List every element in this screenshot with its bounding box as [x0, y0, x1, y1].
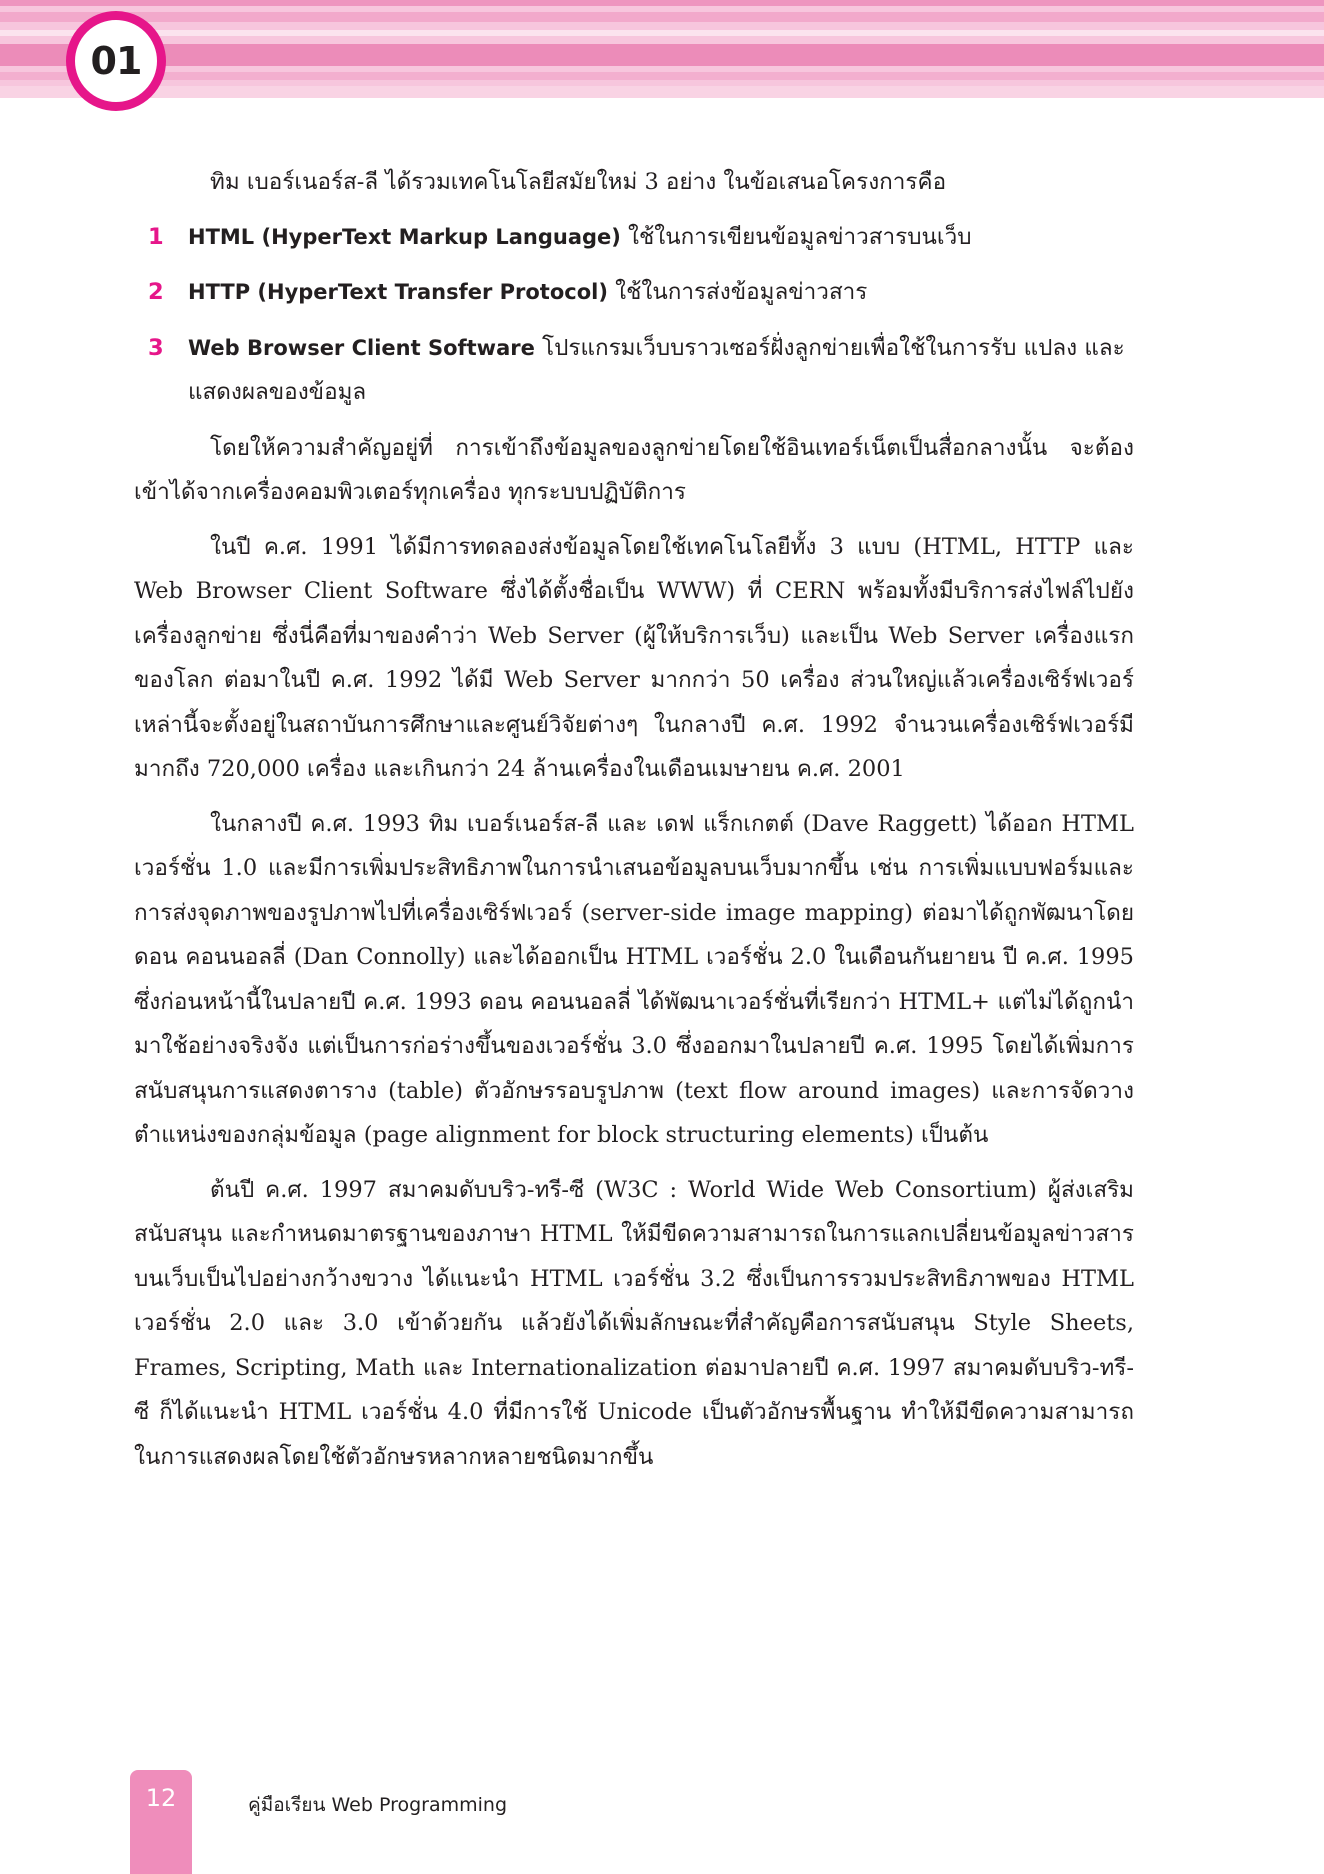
body-paragraph: ในปี ค.ศ. 1991 ได้มีการทดลองส่งข้อมูลโดยใช้เทคโนโลยีทั้ง 3 แบบ (HTML, HTTP และ Web Browser Client Software ซึ่งได้ตั้งชื่อเป็น WWW) ที่ CERN พร้อมทั้งมีบริการส่งไฟล์ไปยังเครื่องลูกข่าย ซึ่งนี่คือที่มาของคำว่า Web Server (ผู้ให้บริการเว็บ) และเป็น Web Server เครื่องแรกของโลก ต่อมาในปี ค.ศ. 1992 ได้มี Web Server มากกว่า 50 เครื่อง ส่วนใหญ่แล้วเครื่องเซิร์ฟเวอร์เหล่านี้จะตั้งอยู่ในสถาบันการศึกษาและศูนย์วิจัยต่างๆ ในกลางปี ค.ศ. 1992 จำนวนเครื่องเซิร์ฟเวอร์มีมากถึง 720,000 เครื่อง และเกินกว่า 24 ล้านเครื่องในเดือนเมษายน ค.ศ. 2001: [134, 533, 1134, 782]
header-stripe: [0, 44, 1324, 66]
chapter-number: 01: [90, 39, 142, 83]
page-number: 12: [145, 1784, 177, 1812]
book-title: คู่มือเรียน Web Programming: [248, 1794, 508, 1816]
list-text: โปรแกรมเว็บบราวเซอร์ฝั่งลูกข่ายเพื่อใช้ในการรับ แปลง และแสดงผลของข้อมูล: [188, 334, 1125, 405]
list-text: ใช้ในการส่งข้อมูลข่าวสาร: [607, 279, 868, 305]
intro-paragraph: ทิม เบอร์เนอร์ส-ลี ได้รวมเทคโนโลยีสมัยใหม่ 3 อย่าง ในข้อเสนอโครงการคือ: [210, 169, 947, 195]
list-item: [134, 326, 1134, 415]
header-stripe: [0, 72, 1324, 80]
list-text: ใช้ในการเขียนข้อมูลข่าวสารบนเว็บ: [620, 223, 972, 250]
list-term: HTML (HyperText Markup Language): [188, 224, 621, 249]
list-item: [134, 270, 1134, 315]
header-stripe: [0, 0, 1324, 6]
header-stripe: [0, 30, 1324, 36]
list-term: HTTP (HyperText Transfer Protocol): [188, 280, 608, 304]
list-number: 3: [148, 334, 164, 361]
header-banner: [0, 0, 1324, 98]
list-term: Web Browser Client Software: [188, 335, 535, 360]
header-stripe: [0, 86, 1324, 98]
body-paragraph: ในกลางปี ค.ศ. 1993 ทิม เบอร์เนอร์ส-ลี และ เดฟ แร็กเกตต์ (Dave Raggett) ได้ออก HTML เวอร์ชั่น 1.0 และมีการเพิ่มประสิทธิภาพในการนำเสนอข้อมูลบนเว็บมากขึ้น เช่น การเพิ่มแบบฟอร์มและการส่งจุดภาพของรูปภาพไปที่เครื่องเซิร์ฟเวอร์ (server-side image mapping) ต่อมาได้ถูกพัฒนาโดย ดอน คอนนอลลี่ (Dan Connolly) และได้ออกเป็น HTML เวอร์ชั่น 2.0 ในเดือนกันยายน ปี ค.ศ. 1995 ซึ่งก่อนหน้านี้ในปลายปี ค.ศ. 1993 ดอน คอนนอลลี่ ได้พัฒนาเวอร์ชั่นที่เรียกว่า HTML+ แต่ไม่ได้ถูกนำมาใช้อย่างจริงจัง แต่เป็นการก่อร่างขึ้นของเวอร์ชั่น 3.0 ซึ่งออกมาในปลายปี ค.ศ. 1995 โดยได้เพิ่มการสนับสนุนการแสดงตาราง (table) ตัวอักษรรอบรูปภาพ (text flow around images) และการจัดวางตำแหน่งของกลุ่มข้อมูล (page alignment for block structuring elements) เป็นต้น: [134, 810, 1134, 1148]
list-item: [134, 215, 1134, 260]
body-paragraph: โดยให้ความสำคัญอยู่ที่ การเข้าถึงข้อมูลของลูกข่ายโดยใช้อินเทอร์เน็ตเป็นสื่อกลางนั้น จะต้องเข้าได้จากเครื่องคอมพิวเตอร์ทุกเครื่อง ทุกระบบปฏิบัติการ: [134, 434, 1134, 505]
list-number: 2: [148, 279, 164, 305]
page-body: [134, 160, 1134, 1489]
list-number: 1: [148, 223, 164, 250]
body-paragraph: ต้นปี ค.ศ. 1997 สมาคมดับบริว-ทรี-ซี (W3C : World Wide Web Consortium) ผู้ส่งเสริมสนับสนุน และกำหนดมาตรฐานของภาษา HTML ให้มีขีดความสามารถในการแลกเปลี่ยนข้อมูลข่าวสารบนเว็บเป็นไปอย่างกว้างขวาง ได้แนะนำ HTML เวอร์ชั่น 3.2 ซึ่งเป็นการรวมประสิทธิภาพของ HTML เวอร์ชั่น 2.0 และ 3.0 เข้าด้วยกัน แล้วยังได้เพิ่มลักษณะที่สำคัญคือการสนับสนุน Style Sheets, Frames, Scripting, Math และ Internationalization ต่อมาปลายปี ค.ศ. 1997 สมาคมดับบริว-ทรี-ซี ก็ได้แนะนำ HTML เวอร์ชั่น 4.0 ที่มีการใช้ Unicode เป็นตัวอักษรพื้นฐาน ทำให้มีขีดความสามารถในการแสดงผลโดยใช้ตัวอักษรหลากหลายชนิดมากขึ้น: [134, 1176, 1134, 1470]
header-stripe: [0, 12, 1324, 22]
chapter-badge: [66, 11, 166, 111]
